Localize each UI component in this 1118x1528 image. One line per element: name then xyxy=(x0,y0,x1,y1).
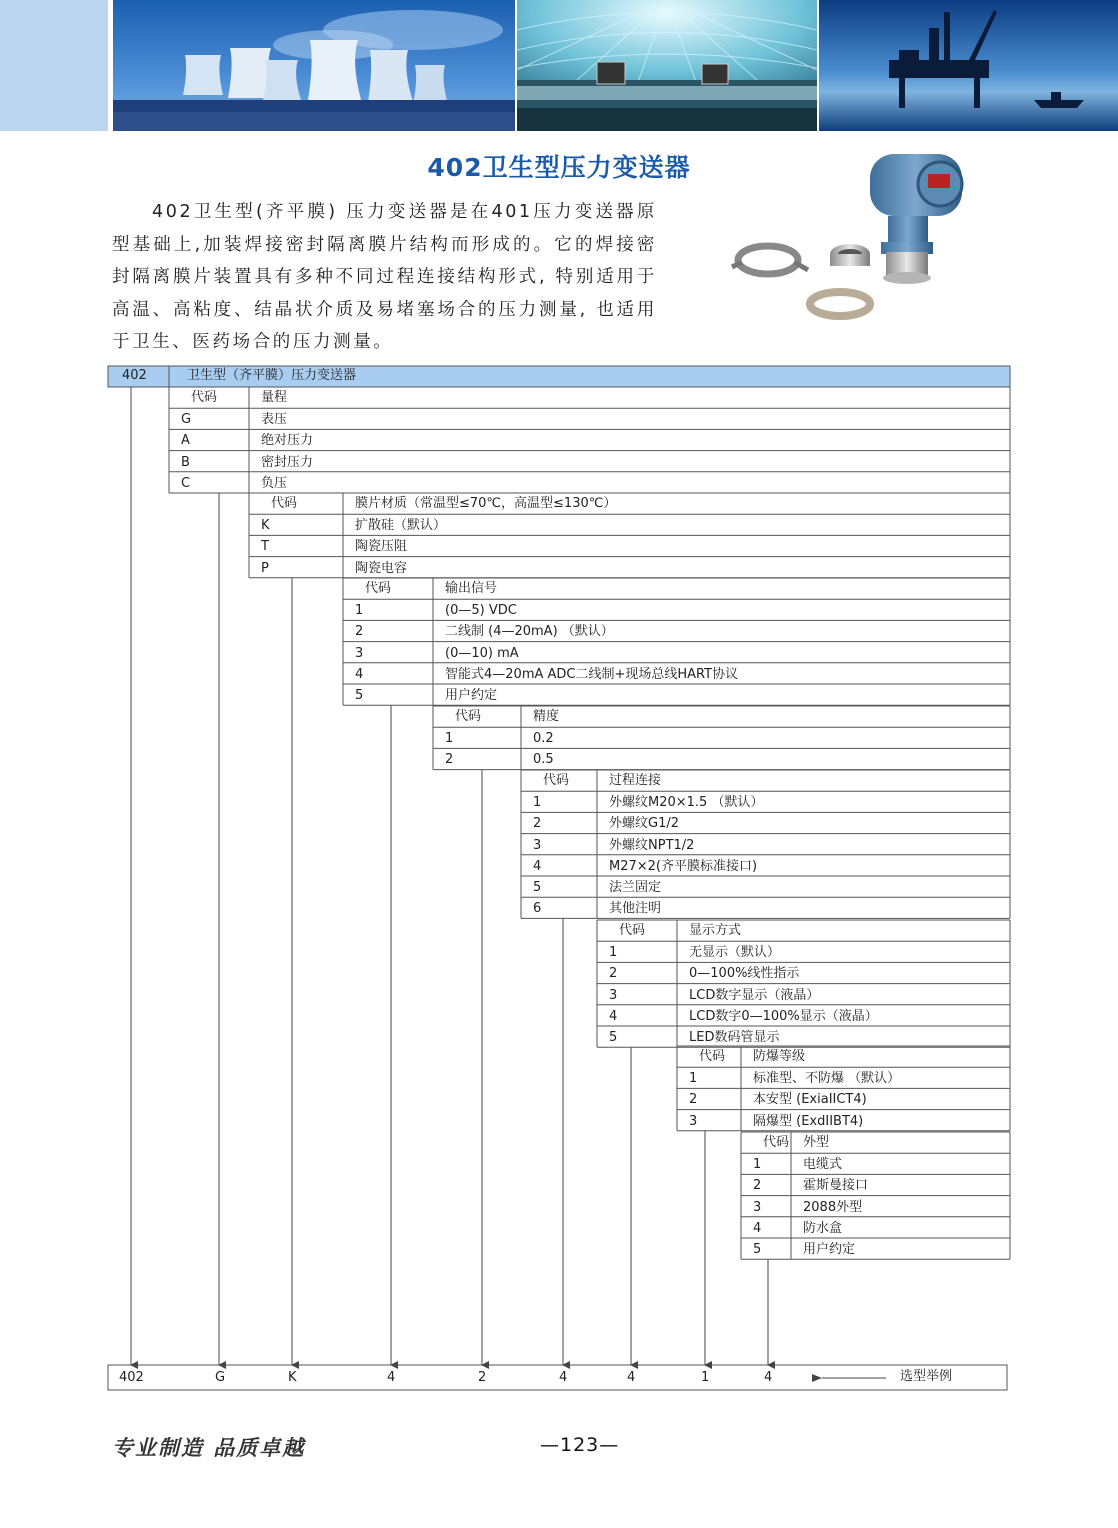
section-code-label: 代码 xyxy=(191,390,218,405)
option-description: 用户约定 xyxy=(445,688,498,703)
option-code: 3 xyxy=(533,837,542,853)
option-description: 外螺纹G1/2 xyxy=(609,816,679,832)
option-code: A xyxy=(181,433,190,449)
option-description: 无显示（默认） xyxy=(689,945,781,961)
section-code-label: 代码 xyxy=(271,496,298,511)
option-code: 3 xyxy=(753,1199,762,1215)
option-description: 电缆式 xyxy=(803,1157,843,1173)
option-description: 2088外型 xyxy=(803,1199,863,1215)
option-description: 隔爆型 (ExdIIBT4) xyxy=(753,1113,864,1129)
example-code: K xyxy=(288,1370,297,1385)
option-description: 0—100%线性指示 xyxy=(689,966,800,982)
option-code: 1 xyxy=(609,945,618,961)
option-description: 外螺纹M20×1.5 （默认） xyxy=(609,795,764,811)
example-code: G xyxy=(215,1370,226,1385)
option-description: 陶瓷压阻 xyxy=(355,539,408,555)
option-description: 陶瓷电容 xyxy=(355,560,408,576)
section-title: 外型 xyxy=(803,1135,830,1150)
model-name: 卫生型（齐平膜）压力变送器 xyxy=(187,368,357,383)
option-code: 1 xyxy=(445,731,454,747)
option-description: 绝对压力 xyxy=(261,433,314,449)
page-title: 402卫生型压力变送器 xyxy=(427,153,691,182)
option-code: K xyxy=(261,518,270,534)
option-description: (0—5) VDC xyxy=(445,603,517,619)
option-code: 1 xyxy=(753,1157,762,1173)
option-description: 霍斯曼接口 xyxy=(803,1178,869,1194)
option-code: 5 xyxy=(355,688,364,703)
example-code: 4 xyxy=(764,1370,773,1385)
example-code: 4 xyxy=(559,1370,568,1385)
option-code: 4 xyxy=(533,858,542,874)
section-title: 输出信号 xyxy=(445,581,498,596)
option-code: 2 xyxy=(689,1092,698,1108)
option-description: M27×2(齐平膜标准接口) xyxy=(609,858,758,874)
option-code: 1 xyxy=(533,795,542,811)
option-description: LCD数字显示（液晶） xyxy=(689,987,820,1003)
option-description: 本安型 (ExiaIICT4) xyxy=(753,1092,867,1108)
option-code: 5 xyxy=(753,1242,762,1257)
option-description: 智能式4—20mA ADC二线制+现场总线HART协议 xyxy=(445,666,739,682)
option-description: 标准型、不防爆 （默认） xyxy=(753,1071,901,1087)
example-code: 402 xyxy=(119,1370,144,1385)
section-title: 防爆等级 xyxy=(753,1049,806,1064)
section-title: 显示方式 xyxy=(689,923,742,938)
section-title: 精度 xyxy=(533,709,560,724)
option-description: 法兰固定 xyxy=(609,880,662,895)
option-code: C xyxy=(181,475,191,491)
option-description: LED数码管显示 xyxy=(689,1030,780,1045)
section-code-label: 代码 xyxy=(699,1049,726,1064)
option-code: 3 xyxy=(609,987,618,1003)
option-code: 2 xyxy=(753,1178,762,1194)
section-title: 膜片材质（常温型≤70℃，高温型≤130℃） xyxy=(355,496,617,511)
option-description: 二线制 (4—20mA) （默认） xyxy=(445,624,614,640)
example-code: 2 xyxy=(478,1370,487,1385)
section-code-label: 代码 xyxy=(763,1135,790,1150)
option-code: 2 xyxy=(609,966,618,982)
option-code: 1 xyxy=(689,1071,698,1087)
section-title: 过程连接 xyxy=(609,773,662,788)
option-description: 其他注明 xyxy=(609,901,662,917)
example-label: 选型举例 xyxy=(900,1369,953,1384)
example-code: 4 xyxy=(387,1370,396,1385)
option-code: 4 xyxy=(753,1220,762,1236)
option-code: 2 xyxy=(355,624,364,640)
example-code: 1 xyxy=(701,1370,710,1385)
option-description: LCD数字0—100%显示（液晶） xyxy=(689,1008,878,1024)
option-description: (0—10) mA xyxy=(445,645,519,661)
option-code: 4 xyxy=(355,666,364,682)
option-description: 表压 xyxy=(261,412,288,428)
option-description: 外螺纹NPT1/2 xyxy=(609,837,695,853)
section-title: 量程 xyxy=(261,390,288,405)
option-description: 扩散硅（默认） xyxy=(355,518,447,534)
intro-text: 402卫生型(齐平膜) 压力变送器是在401压力变送器原型基础上,加装焊接密封隔离膜片结构而形成的。它的焊接密封隔离膜片装置具有多种不同过程连接结构形式, 特别适用于高温、高粘度、结晶状介质及易堵塞场合的压力测量, 也适用于卫生、医药场合的压力测量。 xyxy=(112,202,657,352)
section-code-label: 代码 xyxy=(543,773,570,788)
section-code-label: 代码 xyxy=(619,923,646,938)
model-code: 402 xyxy=(122,368,147,383)
option-description: 0.2 xyxy=(533,731,554,747)
option-code: G xyxy=(181,412,192,428)
section-code-label: 代码 xyxy=(455,709,482,724)
footer-slogan: 专业制造 品质卓越 xyxy=(112,1436,306,1460)
page-number: —123— xyxy=(540,1434,620,1456)
option-code: 4 xyxy=(609,1008,618,1024)
option-code: 1 xyxy=(355,603,364,619)
option-description: 负压 xyxy=(261,475,288,491)
option-description: 密封压力 xyxy=(261,454,314,470)
example-code: 4 xyxy=(627,1370,636,1385)
option-code: T xyxy=(261,539,269,555)
option-code: 5 xyxy=(533,880,542,895)
option-description: 0.5 xyxy=(533,752,554,768)
option-code: 2 xyxy=(533,816,542,832)
option-code: 6 xyxy=(533,901,542,917)
option-code: 3 xyxy=(355,645,364,661)
option-code: 5 xyxy=(609,1030,618,1045)
option-code: B xyxy=(181,454,190,470)
section-code-label: 代码 xyxy=(365,581,392,596)
option-description: 用户约定 xyxy=(803,1242,856,1257)
option-code: 2 xyxy=(445,752,454,768)
option-description: 防水盒 xyxy=(803,1220,843,1236)
option-code: P xyxy=(261,560,269,576)
option-code: 3 xyxy=(689,1113,698,1129)
